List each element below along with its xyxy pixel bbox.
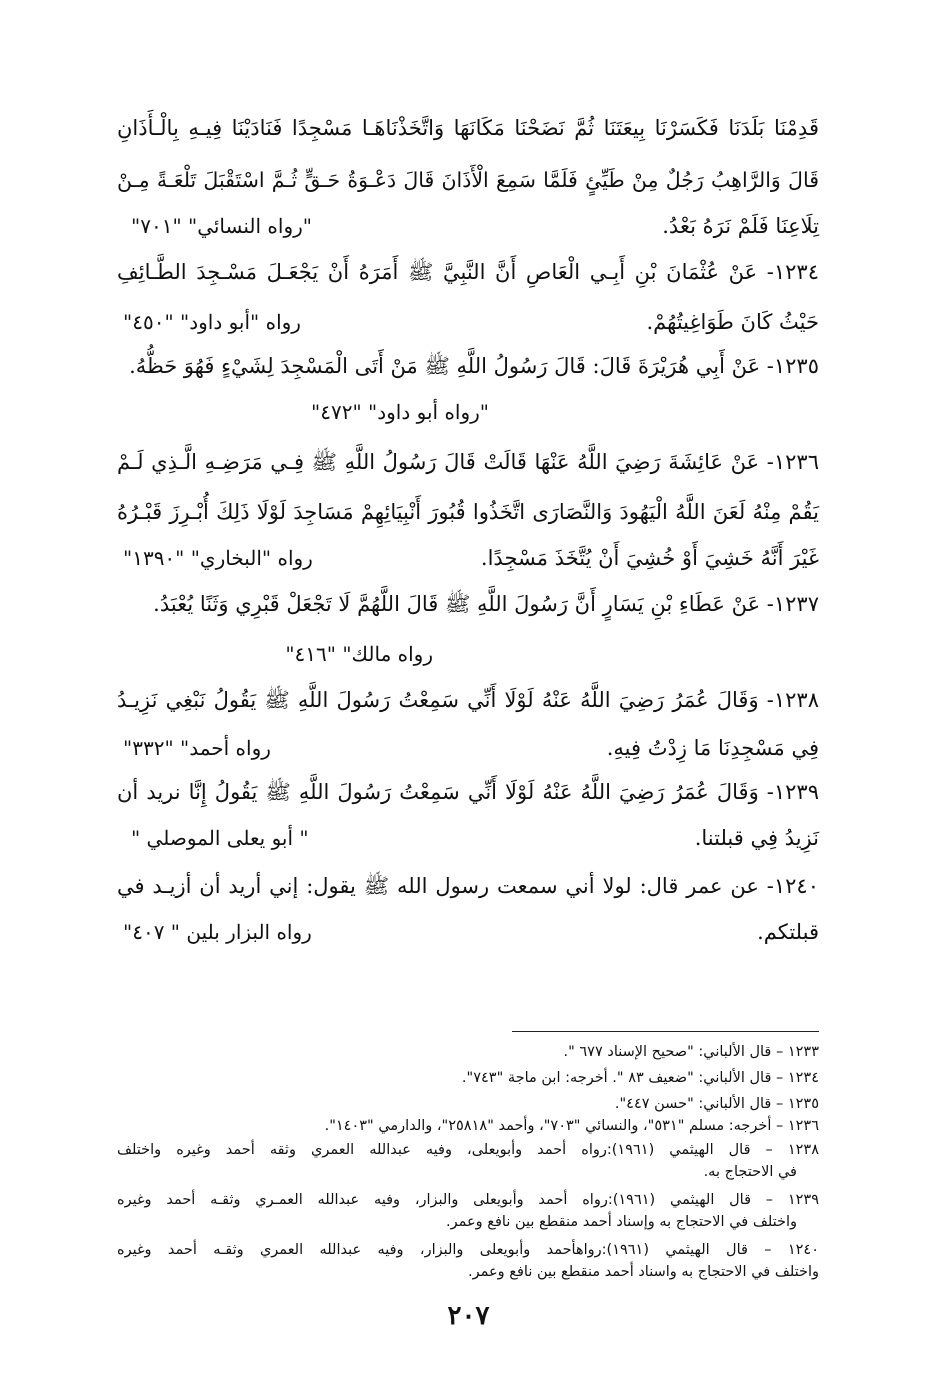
hadith-1235: ١٢٣٥- عَنْ أَبِي هُرَيْرَةَ قَالَ: قَالَ رَسُولُ اللَّهِ ﷺ مَنْ أَتَى الْمَسْجِدَ لِشَيْءٍ فَهُوَ حَظُّهُ. [129,354,819,378]
hadith-reference: رواه أحمد" "٣٣٢" [123,736,271,760]
hadith-1234-end [117,302,819,342]
body-line: يَقُمْ مِنْهُ لَعَنَ اللَّهُ الْيَهُودَ وَالنَّصَارَى اتَّخَذُوا قُبُورَ أَنْبِيَائِهِمْ مَسَاجِدَ لَوْلَا ذَلِكَ أُبْـرِزَ قَبْـرُهُ [117,500,819,524]
body-line: قَالَ وَالرَّاهِبُ رَجُلٌ مِنْ طَيِّئٍ فَلَمَّا سَمِعَ الْأَذَانَ قَالَ دَعْـوَةُ حَـقٍّ ثُـمَّ اسْتَقْبَلَ تَلْعَـةً مِـنْ [117,168,819,192]
hadith-1240-end [117,912,819,952]
footnote-1234: ١٢٣٤ – قال الألباني: "ضعيف ٨٣ ". أخرجه: ابن ماجة "٧٤٣". [461,1070,819,1086]
hadith-reference: رواه "البخاري" "١٣٩٠" [123,546,313,570]
hadith-reference: " أبو يعلى الموصلي " [131,826,309,850]
hadith-1238-end [117,728,819,768]
hadith-1237: ١٢٣٧- عَنْ عَطَاءِ بْنِ يَسَارٍ أَنَّ رَسُولَ اللَّهِ ﷺ قَالَ اللَّهُمَّ لَا تَجْعَلْ قَبْرِي وَثَنًا يُعْبَدُ. [153,592,819,616]
footnote-1238: ١٢٣٨ – قال الهيثمي (١٩٦١):رواه أحمد وأبويعلى، وفيه عبدالله العمري وثقه أحمد وغيره واختلف [117,1142,819,1158]
hadith-1239: ١٢٣٩- وَقَالَ عُمَرُ رَضِيَ اللَّهُ عَنْهُ لَوْلَا أَنِّي سَمِعْتُ رَسُولَ اللَّهِ ﷺ يَقُولُ إِنَّا نريد أن [117,780,819,804]
footnote-1239-cont: واختلف في الاحتجاج به وإسناد أحمد منقطع بين نافع وعمر. [446,1214,797,1230]
footnote-1240-cont: واختلف في الاحتجاج به واسناد أحمد منقطع بين نافع وعمر. [468,1264,819,1280]
hadith-1240: ١٢٤٠- عن عمر قال: لولا أني سمعت رسول الله ﷺ يقول: إني أريد أن أزيـد في [117,874,819,898]
body-line: قَدِمْنَا بَلَدَنَا فَكَسَرْنَا بِيعَتَنَا ثُمَّ نَضَحْنَا مَكَانَهَا وَاتَّخَذْنَاهَـا مَسْجِدًا فَنَادَيْنَا فِيـهِ بِالْـأَذَانِ [117,116,819,140]
hadith-reference: "رواه النسائي" "٧٠١" [131,214,312,238]
body-line: قبلتكم. [757,920,819,944]
hadith-reference: رواه مالك" "٤١٦" [285,642,433,666]
hadith-1234: ١٢٣٤- عَنْ عُثْمَانَ بْنِ أَبِـي الْعَاصِ أَنَّ النَّبِيَّ ﷺ أَمَرَهُ أَنْ يَجْعَـلَ مَسْـجِدَ الطَّـائِفِ [117,260,819,284]
hadith-1236: ١٢٣٦- عَنْ عَائِشَةَ رَضِيَ اللَّهُ عَنْهَا قَالَتْ قَالَ رَسُولُ اللَّهِ ﷺ فِـي مَرَضِـهِ الَّـذِي لَـمْ [117,450,819,474]
footnote-divider [512,1031,819,1032]
page-number: ٢٠٧ [447,1301,490,1331]
body-line: غَيْرَ أَنَّهُ خَشِيَ أَوْ خُشِيَ أَنْ يُتَّخَذَ مَسْجِدًا. [480,546,819,570]
hadith-1233-end [117,206,819,246]
footnote-1233: ١٢٣٣ – قال الألباني: "صحيح الإسناد ٦٧٧ ". [563,1044,819,1060]
hadith-reference: رواه "أبو داود" "٤٥٠" [123,310,301,334]
hadith-1236-end [117,538,819,578]
hadith-1237-ref-row [117,634,819,674]
hadith-1235-ref-row [117,392,819,432]
body-line: تِلَاعِنَا فَلَمْ نَرَهُ بَعْدُ. [662,214,819,238]
footnote-1240: ١٢٤٠ – قال الهيثمي (١٩٦١):رواهأحمد وأبويعلى والبزار، وفيه عبدالله العمري وثقـه أحمد وغيره [117,1242,819,1258]
body-line: حَيْثُ كَانَ طَوَاغِيتُهُمْ. [646,310,819,334]
body-line: نَزِيدُ فِي قبلتنا. [694,826,819,850]
hadith-1239-end [117,818,819,858]
hadith-reference: "رواه أبو داود" "٤٧٢" [311,400,489,424]
footnote-1235: ١٢٣٥ – قال الألباني: "حسن ٤٤٧". [614,1096,819,1112]
body-line: فِي مَسْجِدِنَا مَا زِدْتُ فِيهِ. [606,736,819,760]
hadith-1238: ١٢٣٨- وَقَالَ عُمَرُ رَضِيَ اللَّهُ عَنْهُ لَوْلَا أَنِّي سَمِعْتُ رَسُولَ اللَّهِ ﷺ يَقُولُ نَبْغِي نَزِيـدُ [117,688,819,712]
footnote-1239: ١٢٣٩ – قال الهيثمي (١٩٦١):رواه أحمد وأبويعلى والبزار، وفيه عبدالله العمـري وثقـه أحمد وغيره [117,1192,820,1208]
footnote-1238-cont: في الاحتجاج به. [703,1164,797,1180]
hadith-reference: رواه البزار بلين " ٤٠٧" [123,920,312,944]
footnote-1236: ١٢٣٦ – أخرجه: مسلم "٥٣١"، والنسائي "٧٠٣"، وأحمد "٢٥٨١٨"، والدارمي "١٤٠٣". [324,1118,819,1134]
